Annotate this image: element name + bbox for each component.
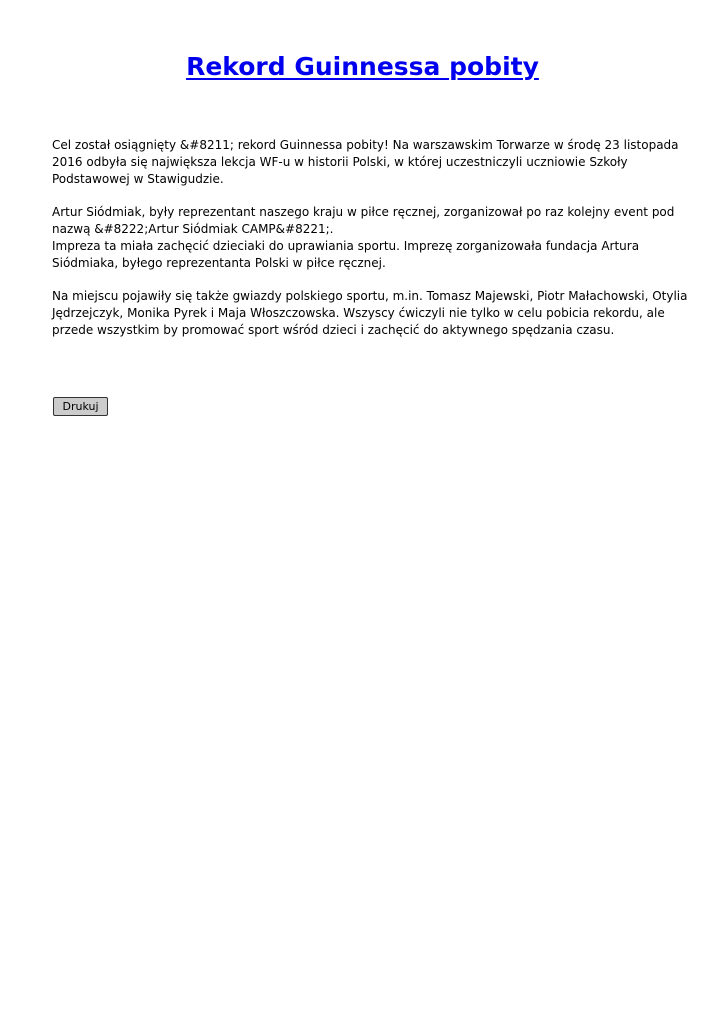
- paragraph-line: Impreza ta miała zachęcić dzieciaki do uprawiania sportu. Imprezę zorganizowała fundacja Artura: [52, 239, 640, 253]
- paragraph-line: Jędrzejczyk, Monika Pyrek i Maja Włoszczowska. Wszyscy ćwiczyli nie tylko w celu pobicia rekordu, ale: [52, 306, 665, 320]
- paragraph-line: 2016 odbyła się największa lekcja WF-u w historii Polski, w której uczestniczyli uczniowie Szkoły: [52, 155, 628, 169]
- paragraph-line: Siódmiaka, byłego reprezentanta Polski w piłce ręcznej.: [52, 256, 386, 270]
- paragraph-line: Podstawowej w Stawigudzie.: [52, 172, 224, 186]
- paragraph-line: Artur Siódmiak, były reprezentant naszego kraju w piłce ręcznej, zorganizował po raz kolejny event pod: [52, 205, 675, 219]
- paragraph-line: Na miejscu pojawiły się także gwiazdy polskiego sportu, m.in. Tomasz Majewski, Piotr Małachowski, Otylia: [52, 289, 688, 303]
- paragraph-line: nazwą &#8222;Artur Siódmiak CAMP&#8221;.: [52, 222, 334, 236]
- page-title-link[interactable]: Rekord Guinnessa pobity: [186, 52, 539, 81]
- print-button[interactable]: Drukuj: [53, 397, 108, 416]
- paragraph-1: [52, 137, 679, 188]
- title-container: [0, 52, 725, 81]
- article-body: [52, 137, 688, 355]
- paragraph-line: Cel został osiągnięty &#8211; rekord Guinnessa pobity! Na warszawskim Torwarze w środę 23 listopada: [52, 138, 679, 152]
- paragraph-2: [52, 204, 675, 272]
- paragraph-3: [52, 288, 688, 339]
- paragraph-line: przede wszystkim by promować sport wśród dzieci i zachęcić do aktywnego spędzania czasu.: [52, 323, 615, 337]
